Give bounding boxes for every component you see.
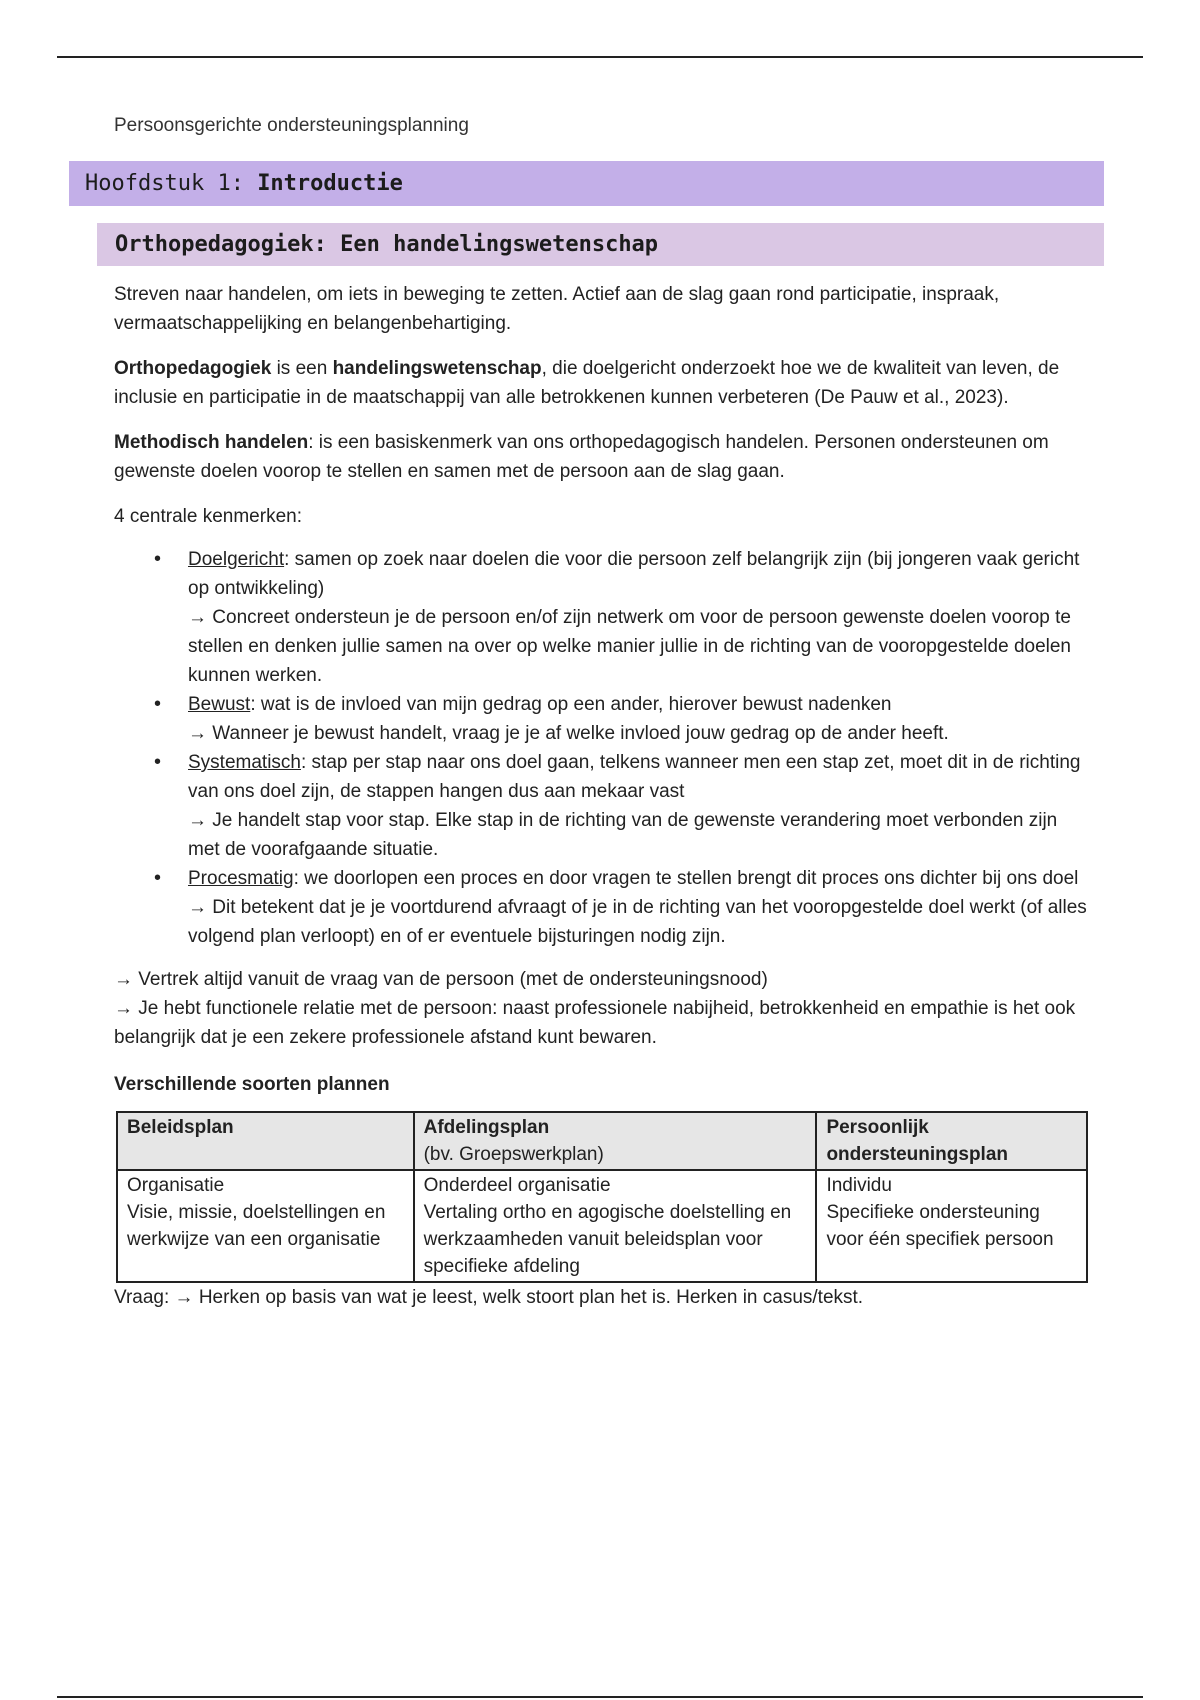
question-line: Vraag: → Herken op basis van wat je leest, welk stoort plan het is. Herken in casus/tekst. <box>114 1287 864 1308</box>
list-item: • Bewust: wat is de invloed van mijn gedrag op een ander, hierover bewust nadenken → Wanneer je bewust handelt, vraag je je af welke invloed jouw gedrag op de ander heeft. <box>188 690 1094 748</box>
section-heading: Orthopedagogiek: Een handelingswetenschap <box>97 223 1104 266</box>
plans-title: Verschillende soorten plannen <box>114 1074 390 1095</box>
top-rule <box>57 56 1143 58</box>
kenmerk-arrow: → Wanneer je bewust handelt, vraag je je af welke invloed jouw gedrag op de ander heeft. <box>188 723 949 744</box>
chapter-heading <box>69 161 1104 206</box>
kenmerken-list <box>114 545 1094 951</box>
kenmerk-arrow: → Concreet ondersteun je de persoon en/of zijn netwerk om voor de persoon gewenste doelen voorop te stellen en denken jullie samen na over op welke manier jullie in de richting van de vooropgestelde doelen kunnen werken. <box>188 607 1071 686</box>
main-content <box>114 280 1094 1328</box>
plans-table <box>116 1111 1088 1283</box>
header-beleidsplan: Beleidsplan <box>117 1112 414 1170</box>
closing-line-1: → Vertrek altijd vanuit de vraag van de persoon (met de ondersteuningsnood) <box>114 969 768 990</box>
list-item: • Doelgericht: samen op zoek naar doelen die voor die persoon zelf belangrijk zijn (bij jongeren vaak gericht op ontwikkeling) → Concreet ondersteun je de persoon en/of zijn netwerk om voor de persoon gewenste doelen voorop te stellen en denken jullie samen na over op welke manier jullie in de richting van de vooropgestelde doelen kunnen werken. <box>188 545 1094 690</box>
kenmerk-arrow: → Dit betekent dat je je voortdurend afvraagt of je in de richting van het vooropgestelde doel werkt (of alles volgend plan verloopt) en of er eventuele bijsturingen nodig zijn. <box>188 897 1087 947</box>
kenmerk-arrow: → Je handelt stap voor stap. Elke stap in de richting van de gewenste verandering moet verbonden zijn met de voorafgaande situatie. <box>188 810 1058 860</box>
table-header-row <box>117 1112 1087 1170</box>
definition-paragraph: Orthopedagogiek is een handelingswetenschap, die doelgericht onderzoekt hoe we de kwaliteit van leven, de inclusie en participatie in de maatschappij van alle betrokkenen kunnen verbeteren (De Pauw et al., 2023). <box>114 358 1060 408</box>
kenmerk-term: Systematisch <box>188 752 301 773</box>
document-header: Persoonsgerichte ondersteuningsplanning <box>114 115 469 136</box>
table-cell: Onderdeel organisatie Vertaling ortho en agogische doelstelling en werkzaamheden vanuit beleidsplan voor specifieke afdeling <box>414 1170 817 1282</box>
bottom-rule <box>57 1696 1143 1698</box>
term-handelingswetenschap: handelingswetenschap <box>332 358 542 379</box>
table-row <box>117 1170 1087 1282</box>
kenmerk-term: Doelgericht <box>188 549 285 570</box>
chapter-title: Introductie <box>257 171 403 196</box>
term-orthopedagogiek: Orthopedagogiek <box>114 358 272 379</box>
table-cell: Organisatie Visie, missie, doelstellingen en werkwijze van een organisatie <box>117 1170 414 1282</box>
list-item: • Procesmatig: we doorlopen een proces en door vragen te stellen brengt dit proces ons dichter bij ons doel → Dit betekent dat je je voortdurend afvraagt of je in de richting van het vooropgestelde doel werkt (of alles volgend plan verloopt) en of er eventuele bijsturingen nodig zijn. <box>188 864 1094 951</box>
closing-line-2: → Je hebt functionele relatie met de persoon: naast professionele nabijheid, betrokkenheid en empathie is het ook belangrijk dat je een zekere professionele afstand kunt bewaren. <box>114 998 1076 1048</box>
table-cell: Individu Specifieke ondersteuning voor één specifiek persoon <box>816 1170 1087 1282</box>
chapter-prefix: Hoofdstuk 1: <box>85 171 258 196</box>
header-afdelingsplan: Afdelingsplan (bv. Groepswerkplan) <box>414 1112 817 1170</box>
header-persoonlijk-plan: Persoonlijk ondersteuningsplan <box>816 1112 1087 1170</box>
intro-paragraph: Streven naar handelen, om iets in beweging te zetten. Actief aan de slag gaan rond participatie, inspraak, vermaatschappelijking en belangenbehartiging. <box>114 284 1000 334</box>
kenmerk-term: Bewust <box>188 694 251 715</box>
term-methodisch-handelen: Methodisch handelen <box>114 432 309 453</box>
closing-notes <box>114 965 1094 1052</box>
kenmerk-term: Procesmatig <box>188 868 294 889</box>
methodisch-paragraph: Methodisch handelen: is een basiskenmerk van ons orthopedagogisch handelen. Personen ondersteunen om gewenste doelen voorop te stellen en samen met de persoon aan de slag gaan. <box>114 432 1049 482</box>
kenmerken-intro: 4 centrale kenmerken: <box>114 506 302 527</box>
list-item: • Systematisch: stap per stap naar ons doel gaan, telkens wanneer men een stap zet, moet dit in de richting van ons doel zijn, de stappen hangen dus aan mekaar vast → Je handelt stap voor stap. Elke stap in de richting van de gewenste verandering moet verbonden zijn met de voorafgaande situatie. <box>188 748 1094 864</box>
